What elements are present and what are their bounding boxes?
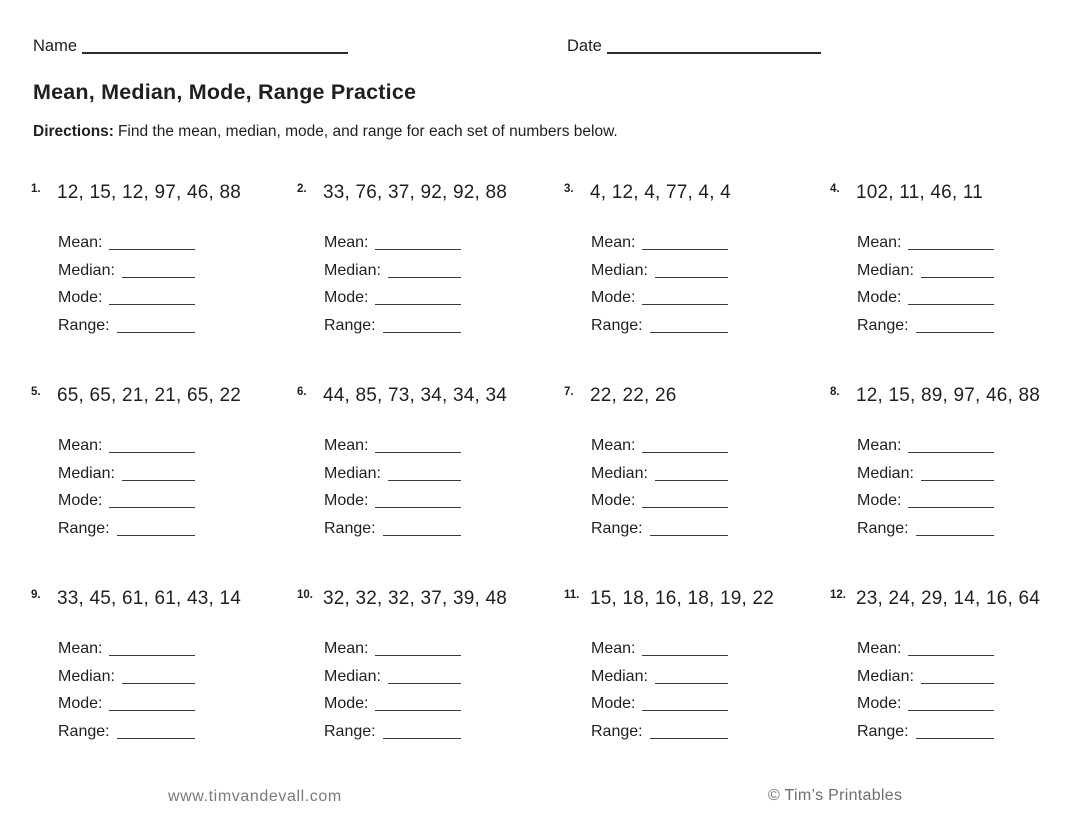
range-blank-line: [650, 332, 728, 333]
mode-row: [857, 686, 994, 713]
median-label: Median:: [58, 667, 115, 685]
range-label: Range:: [324, 722, 376, 740]
median-label: Median:: [58, 464, 115, 482]
median-label: Median:: [857, 261, 914, 279]
mean-row: [857, 225, 994, 252]
mean-row: [591, 428, 728, 455]
answer-fields: [324, 631, 461, 741]
problem-8: [830, 385, 1080, 538]
median-row: [591, 455, 728, 482]
range-label: Range:: [58, 316, 110, 334]
median-blank-line: [122, 277, 195, 278]
range-row: [58, 713, 195, 740]
mean-blank-line: [908, 249, 994, 250]
mode-blank-line: [642, 507, 728, 508]
mode-label: Mode:: [324, 289, 369, 307]
answer-fields: [857, 631, 994, 741]
number-set: 22, 22, 26: [590, 385, 677, 406]
range-row: [324, 510, 461, 537]
problem-5: [31, 385, 281, 538]
answer-fields: [58, 225, 195, 335]
mean-row: [324, 225, 461, 252]
problem-6: [297, 385, 547, 538]
range-row: [857, 307, 994, 334]
range-blank-line: [916, 738, 994, 739]
answer-fields: [58, 428, 195, 538]
number-set: 32, 32, 32, 37, 39, 48: [323, 588, 507, 609]
mode-row: [324, 686, 461, 713]
mean-blank-line: [642, 655, 728, 656]
mode-row: [591, 280, 728, 307]
mean-blank-line: [908, 655, 994, 656]
mode-label: Mode:: [857, 492, 902, 510]
mean-row: [58, 428, 195, 455]
range-row: [591, 713, 728, 740]
mode-label: Mode:: [591, 695, 636, 713]
mean-blank-line: [908, 452, 994, 453]
mean-blank-line: [109, 249, 195, 250]
mode-blank-line: [375, 710, 461, 711]
median-row: [324, 252, 461, 279]
mode-blank-line: [109, 507, 195, 508]
mode-blank-line: [908, 710, 994, 711]
problem-number: 8.: [830, 386, 840, 398]
problem-number: 12.: [830, 589, 846, 601]
median-label: Median:: [58, 261, 115, 279]
mode-blank-line: [375, 304, 461, 305]
answer-fields: [857, 225, 994, 335]
median-label: Median:: [324, 464, 381, 482]
median-row: [591, 252, 728, 279]
mean-row: [591, 225, 728, 252]
range-label: Range:: [591, 316, 643, 334]
answer-fields: [58, 631, 195, 741]
mode-row: [857, 280, 994, 307]
median-row: [324, 658, 461, 685]
median-label: Median:: [324, 667, 381, 685]
mode-label: Mode:: [857, 695, 902, 713]
problem-number: 11.: [564, 589, 580, 601]
mode-blank-line: [642, 710, 728, 711]
number-set: 23, 24, 29, 14, 16, 64: [856, 588, 1040, 609]
median-label: Median:: [324, 261, 381, 279]
directions-label: Directions:: [33, 123, 114, 140]
mean-row: [857, 428, 994, 455]
number-set: 65, 65, 21, 21, 65, 22: [57, 385, 241, 406]
mean-row: [591, 631, 728, 658]
mode-label: Mode:: [324, 695, 369, 713]
mode-label: Mode:: [591, 492, 636, 510]
median-label: Median:: [591, 261, 648, 279]
range-blank-line: [383, 332, 461, 333]
problem-number: 5.: [31, 386, 41, 398]
range-label: Range:: [591, 519, 643, 537]
range-label: Range:: [857, 519, 909, 537]
number-set: 102, 11, 46, 11: [856, 182, 983, 203]
problem-9: [31, 588, 281, 741]
median-row: [324, 455, 461, 482]
problem-3: [564, 182, 814, 335]
problem-2: [297, 182, 547, 335]
answer-fields: [591, 428, 728, 538]
range-label: Range:: [324, 519, 376, 537]
mean-blank-line: [375, 452, 461, 453]
median-label: Median:: [591, 667, 648, 685]
mode-blank-line: [109, 304, 195, 305]
answer-fields: [857, 428, 994, 538]
range-label: Range:: [324, 316, 376, 334]
mean-label: Mean:: [591, 234, 636, 252]
median-label: Median:: [857, 667, 914, 685]
median-blank-line: [388, 683, 461, 684]
median-row: [58, 455, 195, 482]
problem-1: [31, 182, 281, 335]
range-row: [857, 713, 994, 740]
range-blank-line: [117, 332, 195, 333]
range-label: Range:: [591, 722, 643, 740]
median-blank-line: [388, 277, 461, 278]
range-label: Range:: [857, 316, 909, 334]
median-row: [857, 658, 994, 685]
mean-label: Mean:: [857, 437, 902, 455]
mean-label: Mean:: [324, 437, 369, 455]
range-row: [857, 510, 994, 537]
number-set: 33, 45, 61, 61, 43, 14: [57, 588, 241, 609]
problem-number: 6.: [297, 386, 307, 398]
answer-fields: [591, 631, 728, 741]
mean-label: Mean:: [857, 640, 902, 658]
mean-row: [324, 428, 461, 455]
range-label: Range:: [857, 722, 909, 740]
answer-fields: [324, 225, 461, 335]
mode-blank-line: [908, 507, 994, 508]
mode-blank-line: [642, 304, 728, 305]
mean-label: Mean:: [591, 640, 636, 658]
mean-label: Mean:: [58, 640, 103, 658]
problem-number: 9.: [31, 589, 41, 601]
mode-row: [58, 686, 195, 713]
problem-12: [830, 588, 1080, 741]
median-blank-line: [388, 480, 461, 481]
median-blank-line: [921, 277, 994, 278]
median-label: Median:: [591, 464, 648, 482]
mode-row: [324, 483, 461, 510]
number-set: 15, 18, 16, 18, 19, 22: [590, 588, 774, 609]
problem-4: [830, 182, 1080, 335]
name-label: Name: [33, 37, 78, 55]
range-row: [58, 510, 195, 537]
mean-label: Mean:: [324, 640, 369, 658]
median-blank-line: [921, 480, 994, 481]
problem-number: 10.: [297, 589, 313, 601]
footer-website: www.timvandevall.com: [168, 788, 342, 805]
mean-row: [857, 631, 994, 658]
mean-blank-line: [375, 249, 461, 250]
mean-label: Mean:: [591, 437, 636, 455]
number-set: 44, 85, 73, 34, 34, 34: [323, 385, 507, 406]
problem-number: 7.: [564, 386, 574, 398]
mean-blank-line: [642, 249, 728, 250]
mode-label: Mode:: [58, 695, 103, 713]
mean-row: [58, 225, 195, 252]
median-row: [591, 658, 728, 685]
range-blank-line: [916, 535, 994, 536]
problem-number: 4.: [830, 183, 840, 195]
median-blank-line: [655, 277, 728, 278]
footer-copyright: © Tim’s Printables: [768, 787, 903, 804]
problem-10: [297, 588, 547, 741]
number-set: 33, 76, 37, 92, 92, 88: [323, 182, 507, 203]
mean-label: Mean:: [58, 437, 103, 455]
problem-number: 2.: [297, 183, 307, 195]
mean-blank-line: [642, 452, 728, 453]
mean-blank-line: [375, 655, 461, 656]
median-row: [857, 455, 994, 482]
range-blank-line: [916, 332, 994, 333]
range-blank-line: [650, 535, 728, 536]
median-row: [857, 252, 994, 279]
date-label: Date: [567, 37, 602, 55]
median-row: [58, 658, 195, 685]
mean-blank-line: [109, 655, 195, 656]
mode-blank-line: [375, 507, 461, 508]
range-blank-line: [117, 738, 195, 739]
mode-label: Mode:: [857, 289, 902, 307]
range-label: Range:: [58, 519, 110, 537]
problem-11: [564, 588, 814, 741]
answer-fields: [591, 225, 728, 335]
median-row: [58, 252, 195, 279]
mode-blank-line: [908, 304, 994, 305]
page-title: Mean, Median, Mode, Range Practice: [33, 80, 417, 104]
mode-label: Mode:: [58, 492, 103, 510]
problem-7: [564, 385, 814, 538]
number-set: 12, 15, 12, 97, 46, 88: [57, 182, 241, 203]
range-row: [324, 307, 461, 334]
problem-number: 1.: [31, 183, 41, 195]
mean-blank-line: [109, 452, 195, 453]
mode-row: [591, 686, 728, 713]
problem-number: 3.: [564, 183, 574, 195]
mode-row: [58, 280, 195, 307]
range-blank-line: [650, 738, 728, 739]
median-blank-line: [655, 683, 728, 684]
mode-row: [324, 280, 461, 307]
directions-text: Find the mean, median, mode, and range for each set of numbers below.: [117, 123, 618, 140]
range-row: [324, 713, 461, 740]
answer-fields: [324, 428, 461, 538]
mean-row: [58, 631, 195, 658]
mean-row: [324, 631, 461, 658]
mode-label: Mode:: [324, 492, 369, 510]
mode-row: [857, 483, 994, 510]
mode-label: Mode:: [591, 289, 636, 307]
mean-label: Mean:: [58, 234, 103, 252]
mode-row: [591, 483, 728, 510]
number-set: 4, 12, 4, 77, 4, 4: [590, 182, 731, 203]
range-blank-line: [383, 738, 461, 739]
median-blank-line: [122, 480, 195, 481]
median-blank-line: [122, 683, 195, 684]
range-label: Range:: [58, 722, 110, 740]
range-blank-line: [117, 535, 195, 536]
range-row: [591, 510, 728, 537]
mean-label: Mean:: [324, 234, 369, 252]
median-label: Median:: [857, 464, 914, 482]
median-blank-line: [921, 683, 994, 684]
mode-label: Mode:: [58, 289, 103, 307]
number-set: 12, 15, 89, 97, 46, 88: [856, 385, 1040, 406]
range-row: [591, 307, 728, 334]
median-blank-line: [655, 480, 728, 481]
mean-label: Mean:: [857, 234, 902, 252]
mode-blank-line: [109, 710, 195, 711]
range-row: [58, 307, 195, 334]
mode-row: [58, 483, 195, 510]
range-blank-line: [383, 535, 461, 536]
